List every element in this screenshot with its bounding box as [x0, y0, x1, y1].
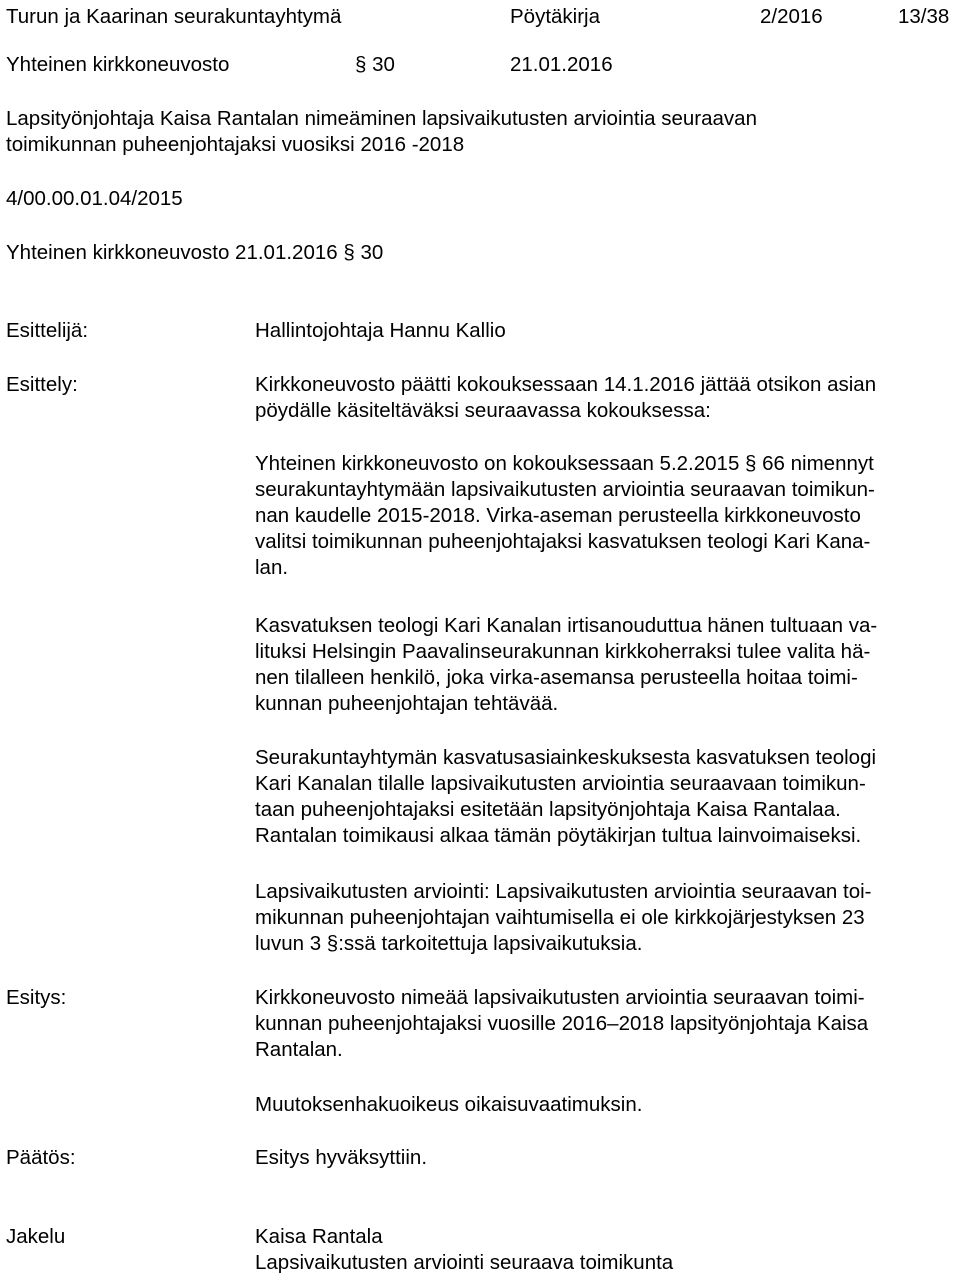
- document-type: Pöytäkirja: [510, 5, 601, 28]
- organization-name: Turun ja Kaarinan seurakuntayhtymä: [6, 5, 342, 28]
- distribution-recipient: Kaisa Rantala: [255, 1225, 383, 1248]
- page-number: 13/38: [898, 5, 950, 28]
- meeting-body: Yhteinen kirkkoneuvosto: [6, 53, 230, 76]
- decision-text: Esitys hyväksyttiin.: [255, 1146, 428, 1169]
- presentation-paragraph: Yhteinen kirkkoneuvosto on kokouksessaan 5.2.2015 § 66 nimennyt seurakuntayhtymään lapsivaikutusten arviointia seuraavan toimikun- nan kaudelle 2015-2018. Virka-aseman perusteella kirkkoneuvosto valitsi toimikunnan puheenjohtajaksi kasvatuksen teologi Kari Kana- lan.: [255, 452, 875, 579]
- meeting-date: 21.01.2016: [510, 53, 613, 76]
- record-number: 4/00.00.01.04/2015: [6, 187, 183, 210]
- presentation-paragraph: Seurakuntayhtymän kasvatusasiainkeskuksesta kasvatuksen teologi Kari Kanalan tilalle lapsivaikutusten arviointia seuraavaan toimikun- taan puheenjohtajaksi esitetään lapsityönjohtaja Kaisa Rantalaa. Rantalan toimikausi alkaa tämän pöytäkirjan tultua lainvoimaiseksi.: [255, 746, 877, 847]
- agenda-title-line: toimikunnan puheenjohtajaksi vuosiksi 2016 -2018: [6, 133, 465, 156]
- agenda-title: [6, 106, 757, 158]
- proposal-paragraph: Kirkkoneuvosto nimeää lapsivaikutusten arviointia seuraavan toimi- kunnan puheenjohtajaksi vuosille 2016–2018 lapsityönjohtaja Kaisa Rantalan.: [255, 986, 869, 1061]
- meeting-reference: Yhteinen kirkkoneuvosto 21.01.2016 § 30: [6, 241, 384, 264]
- agenda-title-line: Lapsityönjohtaja Kaisa Rantalan nimeäminen lapsivaikutusten arviointia seuraavan: [6, 107, 757, 130]
- distribution-label: Jakelu: [6, 1225, 66, 1248]
- appeal-note: Muutoksenhakuoikeus oikaisuvaatimuksin.: [255, 1093, 643, 1116]
- presenter-label: Esittelijä:: [6, 319, 89, 342]
- proposal-label: Esitys:: [6, 986, 67, 1009]
- section-number: § 30: [355, 53, 395, 76]
- decision-label: Päätös:: [6, 1146, 76, 1169]
- presentation-label: Esittely:: [6, 373, 78, 396]
- presentation-paragraph: Kirkkoneuvosto päätti kokouksessaan 14.1.2016 jättää otsikon asian pöydälle käsiteltäväksi seuraavassa kokouksessa:: [255, 373, 877, 422]
- presentation-paragraph: Lapsivaikutusten arviointi: Lapsivaikutusten arviointia seuraavan toi- mikunnan puheenjohtajan vaihtumisella ei ole kirkkojärjestyksen 23 luvun 3 §:ssä tarkoitettuja lapsivaikutuksia.: [255, 880, 872, 955]
- document-issue: 2/2016: [760, 5, 823, 28]
- distribution-recipient: Lapsivaikutusten arviointi seuraava toimikunta: [255, 1251, 674, 1274]
- presentation-paragraph: Kasvatuksen teologi Kari Kanalan irtisanouduttua hänen tultuaan va- lituksi Helsingin Paavalinseurakunnan kirkkoherraksi tulee valita hä- nen tilalleen henkilö, joka virka-asemansa perusteella hoitaa toimi- kunnan puheenjohtajan tehtävää.: [255, 614, 878, 715]
- distribution-list: [255, 1224, 673, 1276]
- presenter-name: Hallintojohtaja Hannu Kallio: [255, 319, 506, 342]
